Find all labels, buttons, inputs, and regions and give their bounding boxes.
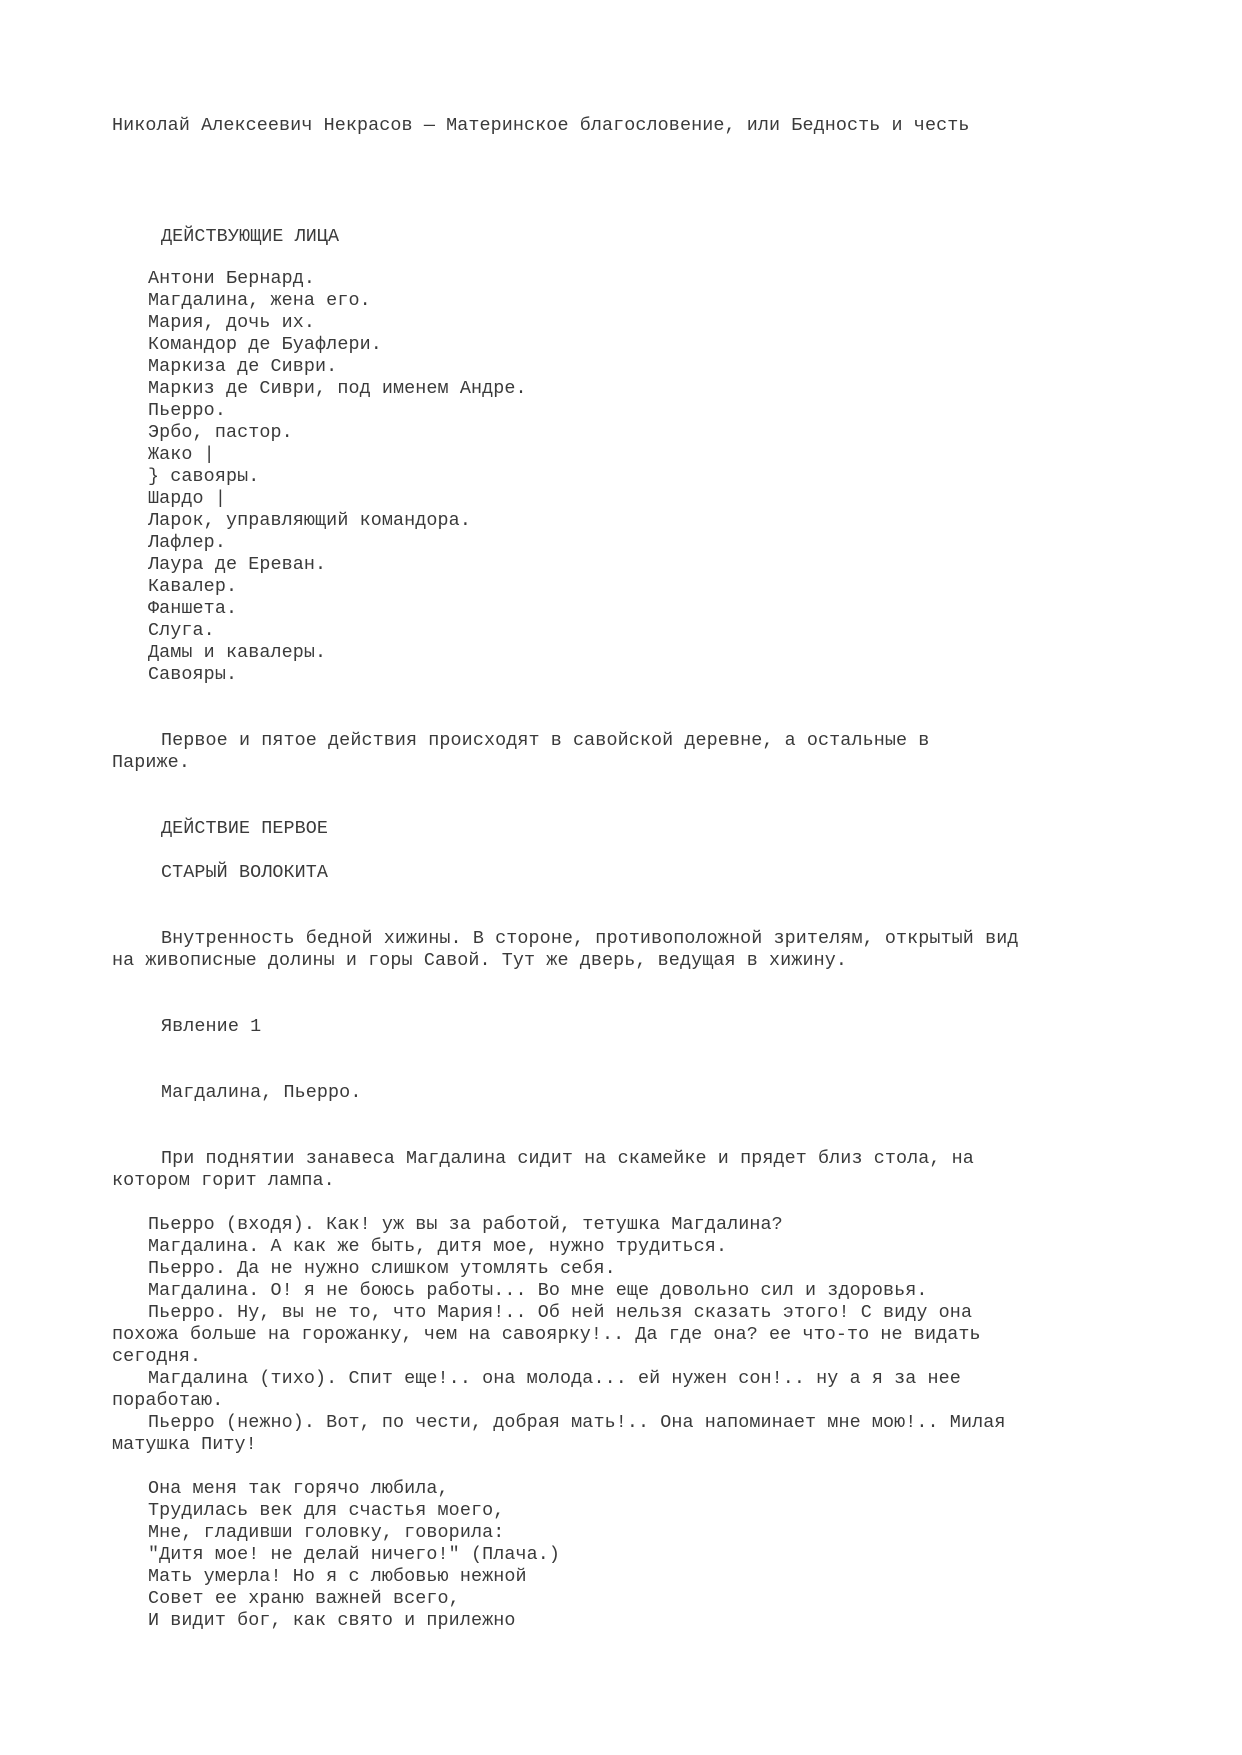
- setting-line: Париже.: [112, 752, 190, 773]
- verse-line: Совет ее храню важней всего,: [148, 1588, 460, 1609]
- stage-direction-line: При поднятии занавеса Магдалина сидит на скамейке и прядет близ стола, на: [161, 1148, 974, 1169]
- scene-description-line: на живописные долины и горы Савой. Тут же дверь, ведущая в хижину.: [112, 950, 847, 971]
- dialogue-line: сегодня.: [112, 1346, 202, 1367]
- document-title: Николай Алексеевич Некрасов — Материнское благословение, или Бедность и честь: [112, 115, 970, 136]
- dialogue-line: похожа больше на горожанку, чем на савоярку!.. Да где она? ее что-то не видать: [112, 1324, 981, 1345]
- act-heading: ДЕЙСТВИЕ ПЕРВОЕ: [161, 818, 329, 839]
- stage-direction-line: котором горит лампа.: [112, 1170, 335, 1191]
- verse-line: "Дитя мое! не делай ничего!" (Плача.): [148, 1544, 561, 1565]
- dialogue-line: матушка Питу!: [112, 1434, 257, 1455]
- dialogue-line: Пьерро (нежно). Вот, по чести, добрая мать!.. Она напоминает мне мою!.. Милая: [148, 1412, 1006, 1433]
- cast-item: Савояры.: [148, 664, 238, 685]
- verse-line: Она меня так горячо любила,: [148, 1478, 449, 1499]
- cast-item: Маркиза де Сиври.: [148, 356, 338, 377]
- dialogue-line: Магдалина (тихо). Спит еще!.. она молода... ей нужен сон!.. ну а я за нее: [148, 1368, 961, 1389]
- appearance-heading: Явление 1: [161, 1016, 262, 1037]
- cast-item: Лафлер.: [148, 532, 226, 553]
- cast-item: Антони Бернард.: [148, 268, 316, 289]
- cast-item: Дамы и кавалеры.: [148, 642, 327, 663]
- cast-heading: ДЕЙСТВУЮЩИЕ ЛИЦА: [161, 226, 340, 247]
- verse-line: Трудилась век для счастья моего,: [148, 1500, 505, 1521]
- verse-line: Мне, гладивши головку, говорила:: [148, 1522, 505, 1543]
- cast-item: Пьерро.: [148, 400, 226, 421]
- dialogue-line: поработаю.: [112, 1390, 224, 1411]
- cast-item: Слуга.: [148, 620, 215, 641]
- cast-item: Магдалина, жена его.: [148, 290, 371, 311]
- dialogue-line: Магдалина. О! я не боюсь работы... Во мне еще довольно сил и здоровья.: [148, 1280, 928, 1301]
- cast-item: Лаура де Ереван.: [148, 554, 327, 575]
- scene-description-line: Внутренность бедной хижины. В стороне, противоположной зрителям, открытый вид: [161, 928, 1019, 949]
- appearance-characters: Магдалина, Пьерро.: [161, 1082, 362, 1103]
- cast-item: Мария, дочь их.: [148, 312, 316, 333]
- cast-item: Маркиз де Сиври, под именем Андре.: [148, 378, 527, 399]
- cast-item: } савояры.: [148, 466, 260, 487]
- verse-line: И видит бог, как свято и прилежно: [148, 1610, 516, 1631]
- cast-item: Шардо |: [148, 488, 226, 509]
- dialogue-line: Пьерро (входя). Как! уж вы за работой, тетушка Магдалина?: [148, 1214, 783, 1235]
- dialogue-line: Магдалина. А как же быть, дитя мое, нужно трудиться.: [148, 1236, 728, 1257]
- act-title: СТАРЫЙ ВОЛОКИТА: [161, 862, 329, 883]
- cast-item: Эрбо, пастор.: [148, 422, 293, 443]
- dialogue-line: Пьерро. Ну, вы не то, что Мария!.. Об ней нельзя сказать этого! С виду она: [148, 1302, 973, 1323]
- cast-item: Командор де Буафлери.: [148, 334, 382, 355]
- verse-line: Мать умерла! Но я с любовью нежной: [148, 1566, 527, 1587]
- cast-item: Фаншета.: [148, 598, 238, 619]
- dialogue-line: Пьерро. Да не нужно слишком утомлять себя.: [148, 1258, 616, 1279]
- cast-item: Жако |: [148, 444, 215, 465]
- setting-line: Первое и пятое действия происходят в савойской деревне, а остальные в: [161, 730, 930, 751]
- cast-item: Ларок, управляющий командора.: [148, 510, 471, 531]
- cast-item: Кавалер.: [148, 576, 238, 597]
